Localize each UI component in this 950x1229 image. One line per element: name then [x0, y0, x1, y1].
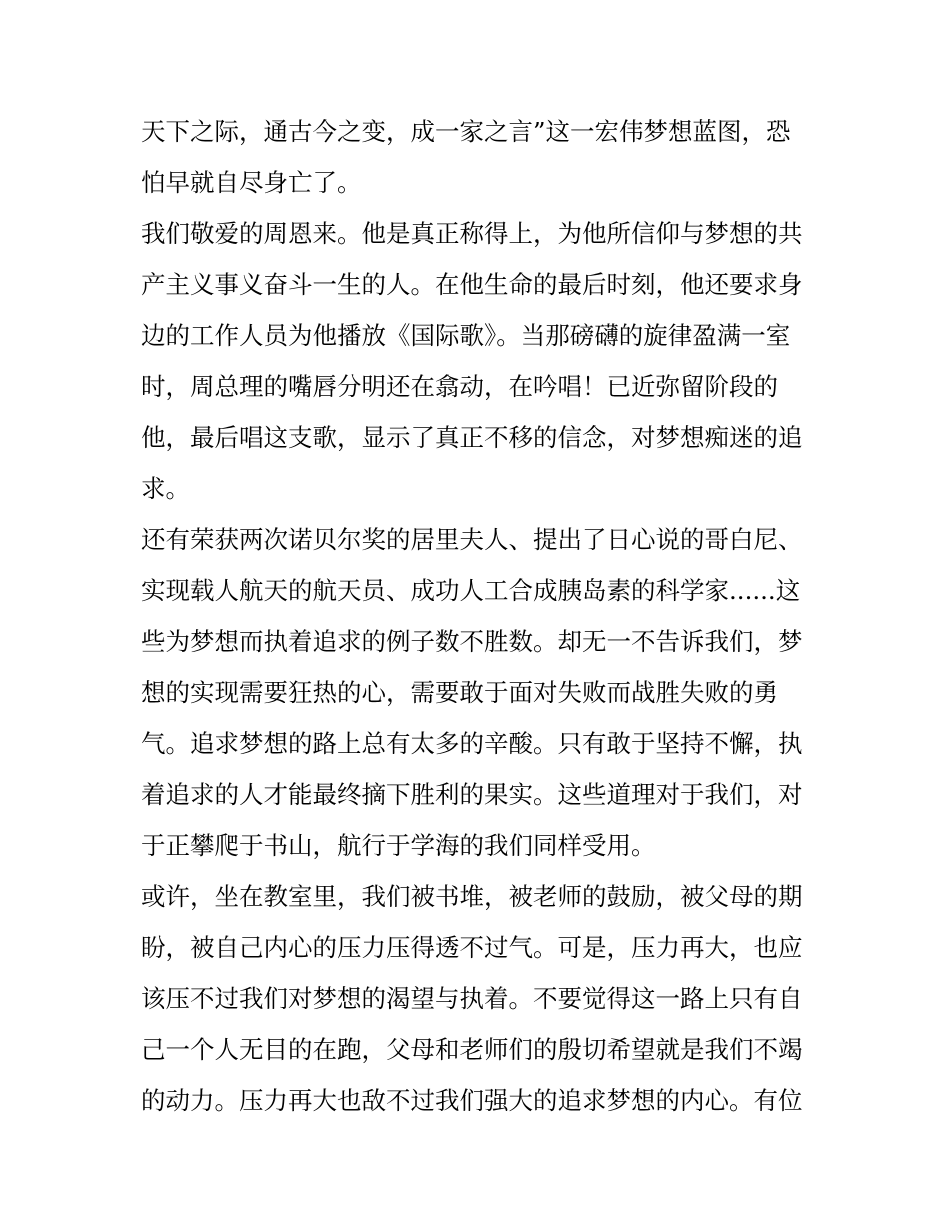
text-line: 求。: [141, 474, 190, 503]
text-line: 的动力。压力再大也敌不过我们强大的追求梦想的内心。有位: [141, 1086, 803, 1115]
text-line: 时，周总理的嘴唇分明还在翕动，在吟唱！已近弥留阶段的: [141, 372, 778, 401]
text-line: 还有荣获两次诺贝尔奖的居里夫人、提出了日心说的哥白尼、: [141, 525, 803, 554]
text-line: 他，最后唱这支歌，显示了真正不移的信念，对梦想痴迷的追: [141, 423, 803, 452]
text-line: 气。追求梦想的路上总有太多的辛酸。只有敢于坚持不懈，执: [141, 729, 803, 758]
text-line: 想的实现需要狂热的心，需要敢于面对失败而战胜失败的勇: [141, 678, 778, 707]
text-line: 己一个人无目的在跑，父母和老师们的殷切希望就是我们不竭: [141, 1035, 803, 1064]
text-line: 该压不过我们对梦想的渴望与执着。不要觉得这一路上只有自: [141, 984, 803, 1013]
text-line: 我们敬爱的周恩来。他是真正称得上，为他所信仰与梦想的共: [141, 219, 803, 248]
text-line: 于正攀爬于书山，航行于学海的我们同样受用。: [141, 831, 656, 860]
text-line: 怕早就自尽身亡了。: [141, 168, 362, 197]
text-line: 实现载人航天的航天员、成功人工合成胰岛素的科学家......这: [141, 576, 801, 605]
text-line: 产主义事义奋斗一生的人。在他生命的最后时刻，他还要求身: [141, 270, 803, 299]
text-line: 着追求的人才能最终摘下胜利的果实。这些道理对于我们，对: [141, 780, 803, 809]
document-body: [141, 106, 821, 1126]
text-line: 边的工作人员为他播放《国际歌》。当那磅礴的旋律盈满一室: [141, 321, 791, 350]
text-line: 些为梦想而执着追求的例子数不胜数。却无一不告诉我们，梦: [141, 627, 803, 656]
text-line: 或许，坐在教室里，我们被书堆，被老师的鼓励，被父母的期: [141, 882, 803, 911]
text-line: 天下之际，通古今之变，成一家之言”这一宏伟梦想蓝图，恐: [141, 117, 791, 146]
text-line: 盼，被自己内心的压力压得透不过气。可是，压力再大，也应: [141, 933, 803, 962]
